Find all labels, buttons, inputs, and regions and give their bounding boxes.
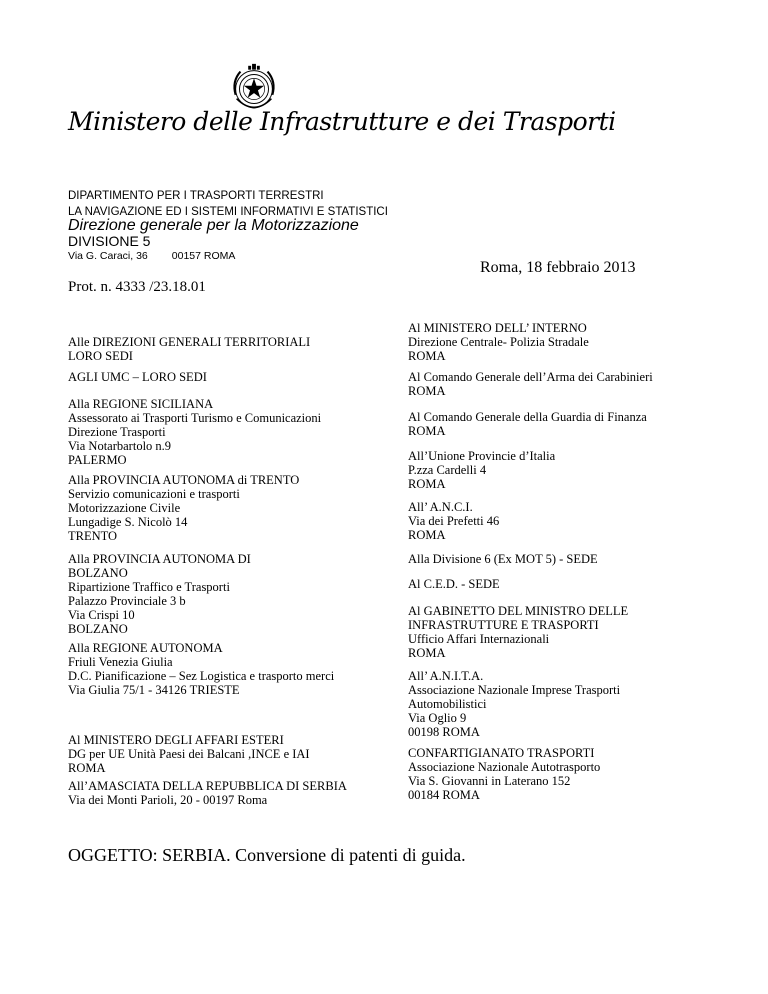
recipient-line: BOLZANO <box>68 566 128 580</box>
recipient-right-4 <box>408 449 555 491</box>
recipient-line: Assessorato ai Trasporti Turismo e Comunicazioni <box>68 411 322 425</box>
ministry-title: Ministero delle Infrastrutture e dei Trasporti <box>68 107 616 136</box>
recipient-line: Automobilistici <box>408 697 487 711</box>
address-city: 00157 ROMA <box>171 250 236 262</box>
recipient-line: All’AMASCIATA DELLA REPUBBLICA DI SERBIA <box>68 779 347 793</box>
recipient-line: Direzione Centrale- Polizia Stradale <box>408 335 589 349</box>
recipient-line: Servizio comunicazioni e trasporti <box>68 487 240 501</box>
recipient-left-4 <box>68 473 299 543</box>
recipient-line: Alle DIREZIONI GENERALI TERRITORIALI <box>68 335 311 349</box>
recipient-line: Lungadige S. Nicolò 14 <box>68 515 188 529</box>
recipient-left-1 <box>68 335 310 363</box>
recipient-right-9 <box>408 669 620 739</box>
recipient-line: BOLZANO <box>68 622 128 636</box>
recipient-line: Ufficio Affari Internazionali <box>408 632 550 646</box>
recipient-line: P.zza Cardelli 4 <box>408 463 487 477</box>
letter-subject: OGGETTO: SERBIA. Conversione di patenti di guida. <box>68 845 466 865</box>
recipient-line: DG per UE Unità Paesi dei Balcani ,INCE e IAI <box>68 747 310 761</box>
recipient-line: Al MINISTERO DELL’ INTERNO <box>408 321 587 335</box>
recipient-left-2 <box>68 370 207 384</box>
recipient-left-6 <box>68 641 334 697</box>
recipient-right-3 <box>408 410 647 438</box>
recipient-line: Via Oglio 9 <box>408 711 467 725</box>
recipient-left-7 <box>68 733 310 775</box>
recipient-line: Motorizzazione Civile <box>68 501 181 515</box>
department-line-2: LA NAVIGAZIONE ED I SISTEMI INFORMATIVI E STATISTICI <box>68 206 388 218</box>
recipient-line: All’ A.N.C.I. <box>408 500 473 514</box>
recipient-line: Alla REGIONE SICILIANA <box>68 397 214 411</box>
recipient-line: Via Giulia 75/1 - 34126 TRIESTE <box>68 683 240 697</box>
recipient-line: All’ A.N.I.T.A. <box>408 669 484 683</box>
letter-date: Roma, 18 febbraio 2013 <box>480 259 636 276</box>
recipient-right-6 <box>408 552 598 566</box>
recipient-line: Ripartizione Traffico e Trasporti <box>68 580 230 594</box>
recipient-right-7 <box>408 577 500 591</box>
recipient-line: Associazione Nazionale Imprese Trasporti <box>408 683 621 697</box>
recipient-line: 00184 ROMA <box>408 788 480 802</box>
recipient-line: INFRASTRUTTURE E TRASPORTI <box>408 618 599 632</box>
recipient-right-8 <box>408 604 628 660</box>
recipient-line: Al GABINETTO DEL MINISTRO DELLE <box>408 604 629 618</box>
recipient-line: ROMA <box>68 761 106 775</box>
recipient-line: Associazione Nazionale Autotrasporto <box>408 760 601 774</box>
recipient-line: Al MINISTERO DEGLI AFFARI ESTERI <box>68 733 284 747</box>
recipient-line: D.C. Pianificazione – Sez Logistica e trasporto merci <box>68 669 335 683</box>
recipient-line: ROMA <box>408 349 446 363</box>
office-address <box>68 250 235 262</box>
recipient-line: LORO SEDI <box>68 349 133 363</box>
protocol-number: Prot. n. 4333 /23.18.01 <box>68 279 206 295</box>
recipient-line: Palazzo Provinciale 3 b <box>68 594 186 608</box>
recipient-left-3 <box>68 397 321 467</box>
recipient-line: ROMA <box>408 424 446 438</box>
divisione: DIVISIONE 5 <box>68 233 151 249</box>
recipient-line: Via dei Monti Parioli, 20 - 00197 Roma <box>68 793 268 807</box>
direzione-generale: Direzione generale per la Motorizzazione <box>68 217 359 234</box>
recipient-line: Alla PROVINCIA AUTONOMA DI <box>68 552 251 566</box>
recipient-line: Via Crispi 10 <box>68 608 135 622</box>
recipient-line: ROMA <box>408 477 446 491</box>
recipient-line: ROMA <box>408 528 446 542</box>
recipient-line: Al Comando Generale della Guardia di Finanza <box>408 410 647 424</box>
recipient-line: Direzione Trasporti <box>68 425 166 439</box>
recipient-line: Via dei Prefetti 46 <box>408 514 500 528</box>
recipient-line: Alla Divisione 6 (Ex MOT 5) - SEDE <box>408 552 598 566</box>
recipient-right-2 <box>408 370 653 398</box>
recipient-right-10 <box>408 746 600 802</box>
department-line-1: DIPARTIMENTO PER I TRASPORTI TERRESTRI <box>68 190 324 202</box>
recipient-right-5 <box>408 500 499 542</box>
recipient-line: Alla REGIONE AUTONOMA <box>68 641 223 655</box>
recipient-line: AGLI UMC – LORO SEDI <box>68 370 207 384</box>
recipient-line: ROMA <box>408 646 446 660</box>
recipient-line: PALERMO <box>68 453 127 467</box>
recipient-line: 00198 ROMA <box>408 725 480 739</box>
recipient-line: CONFARTIGIANATO TRASPORTI <box>408 746 595 760</box>
recipient-left-5 <box>68 552 251 636</box>
recipient-line: Al C.E.D. - SEDE <box>408 577 500 591</box>
recipient-line: Via S. Giovanni in Laterano 152 <box>408 774 571 788</box>
recipient-line: Al Comando Generale dell’Arma dei Carabinieri <box>408 370 653 384</box>
recipient-line: TRENTO <box>68 529 118 543</box>
recipient-left-8 <box>68 779 347 807</box>
recipient-right-1 <box>408 321 589 363</box>
recipient-line: Via Notarbartolo n.9 <box>68 439 172 453</box>
recipient-line: Friuli Venezia Giulia <box>68 655 173 669</box>
address-street: Via G. Caraci, 36 <box>68 250 148 262</box>
recipient-line: Alla PROVINCIA AUTONOMA di TRENTO <box>68 473 300 487</box>
recipient-line: ROMA <box>408 384 446 398</box>
recipient-line: All’Unione Provincie d’Italia <box>408 449 556 463</box>
